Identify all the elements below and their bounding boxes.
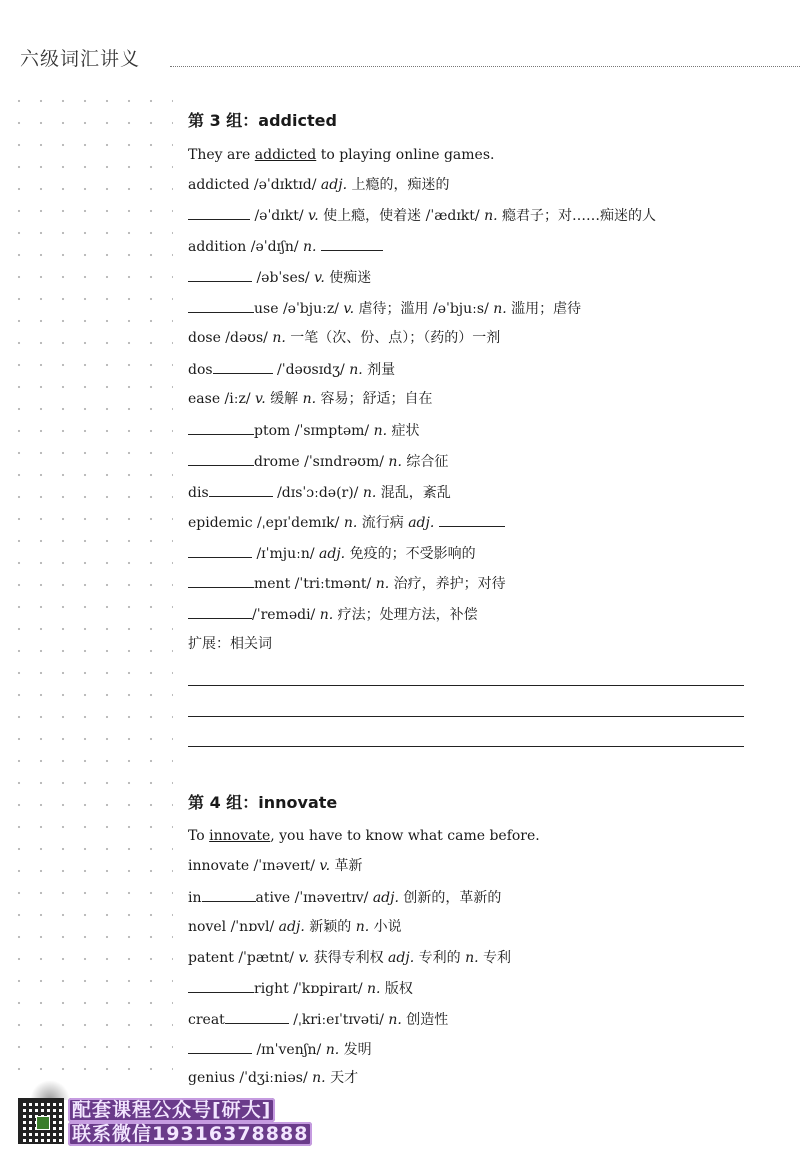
vocab-line: novel /ˈnɒvl/ adj. 新颖的 n. 小说 [188, 919, 402, 935]
vocab-line: patent /ˈpætnt/ v. 获得专利权 adj. 专利的 n. 专利 [188, 950, 511, 966]
vocab-line: ment /ˈtriːtmənt/ n. 治疗，养护；对待 [188, 573, 506, 594]
group4-example-sentence: To innovate, you have to know what came before. [188, 828, 540, 844]
fill-blank[interactable] [188, 298, 254, 313]
vocab-line: right /ˈkɒpiraɪt/ n. 版权 [188, 978, 413, 999]
fill-blank[interactable] [188, 205, 250, 220]
group3-keyword: addicted [254, 147, 317, 163]
vocab-line: dose /dəʊs/ n. 一笔（次、份、点）；（药的）一剂 [188, 330, 501, 346]
fill-blank[interactable] [188, 451, 254, 466]
fill-blank[interactable] [188, 573, 254, 588]
fill-blank[interactable] [188, 604, 252, 619]
fill-blank[interactable] [439, 512, 505, 527]
vocab-line: dis /dɪsˈɔːdə(r)/ n. 混乱，紊乱 [188, 482, 451, 503]
promo-text-line1: 配套课程公众号[研大] [68, 1098, 275, 1122]
group4-title: 第 4 组：innovate [188, 793, 338, 812]
vocab-line: /ɪnˈvenʃn/ n. 发明 [188, 1039, 372, 1060]
qr-code-icon[interactable] [18, 1098, 64, 1144]
vocab-line: drome /ˈsɪndrəʊm/ n. 综合征 [188, 451, 448, 472]
dot-grid-margin [8, 90, 173, 1080]
extension-heading: 扩展：相关词 [188, 636, 272, 652]
writing-line[interactable] [188, 716, 744, 717]
header-rule [170, 66, 800, 67]
vocab-line: genius /ˈdʒiːniəs/ n. 天才 [188, 1070, 359, 1086]
vocab-line: dos /ˈdəʊsɪdʒ/ n. 剂量 [188, 359, 395, 380]
vocab-line: /əbˈses/ v. 使痴迷 [188, 267, 371, 288]
fill-blank[interactable] [188, 267, 252, 282]
vocab-line: ease /iːz/ v. 缓解 n. 容易；舒适；自在 [188, 391, 433, 407]
group3-title: 第 3 组：addicted [188, 111, 337, 130]
group4-keyword: innovate [209, 828, 271, 844]
fill-blank[interactable] [202, 887, 256, 902]
fill-blank[interactable] [188, 543, 252, 558]
vocab-line: creat /ˌkriːeɪˈtɪvəti/ n. 创造性 [188, 1009, 448, 1030]
writing-line[interactable] [188, 746, 744, 747]
vocab-line: in ative /ˈɪnəveɪtɪv/ adj. 创新的，革新的 [188, 887, 501, 908]
vocab-line: ptom /ˈsɪmptəm/ n. 症状 [188, 420, 420, 441]
promo-badge [18, 1090, 318, 1150]
fill-blank[interactable] [213, 359, 273, 374]
promo-text-line2: 联系微信19316378888 [68, 1122, 312, 1146]
vocab-line: innovate /ˈɪnəveɪt/ v. 革新 [188, 858, 363, 874]
vocab-line: /əˈdɪkt/ v. 使上瘾，使着迷 /ˈædɪkt/ n. 瘾君子；对……痴迷的人 [188, 205, 656, 226]
vocab-line: addicted /əˈdɪktɪd/ adj. 上瘾的，痴迷的 [188, 177, 450, 193]
fill-blank[interactable] [225, 1009, 289, 1024]
group3-example-sentence: They are addicted to playing online games. [188, 147, 495, 163]
page-header-title: 六级词汇讲义 [20, 48, 141, 70]
vocab-line: epidemic /ˌepɪˈdemɪk/ n. 流行病 adj. [188, 512, 505, 533]
fill-blank[interactable] [188, 1039, 252, 1054]
vocab-line: use /əˈbjuːz/ v. 虐待；滥用 /əˈbjuːs/ n. 滥用；虐待 [188, 298, 581, 319]
vocab-line: addition /əˈdɪʃn/ n. [188, 236, 383, 257]
fill-blank[interactable] [321, 236, 383, 251]
vocab-line: /ˈremədi/ n. 疗法；处理方法，补偿 [188, 604, 478, 625]
writing-line[interactable] [188, 685, 744, 686]
fill-blank[interactable] [188, 978, 254, 993]
fill-blank[interactable] [209, 482, 273, 497]
vocab-line: /ɪˈmjuːn/ adj. 免疫的；不受影响的 [188, 543, 476, 564]
fill-blank[interactable] [188, 420, 254, 435]
